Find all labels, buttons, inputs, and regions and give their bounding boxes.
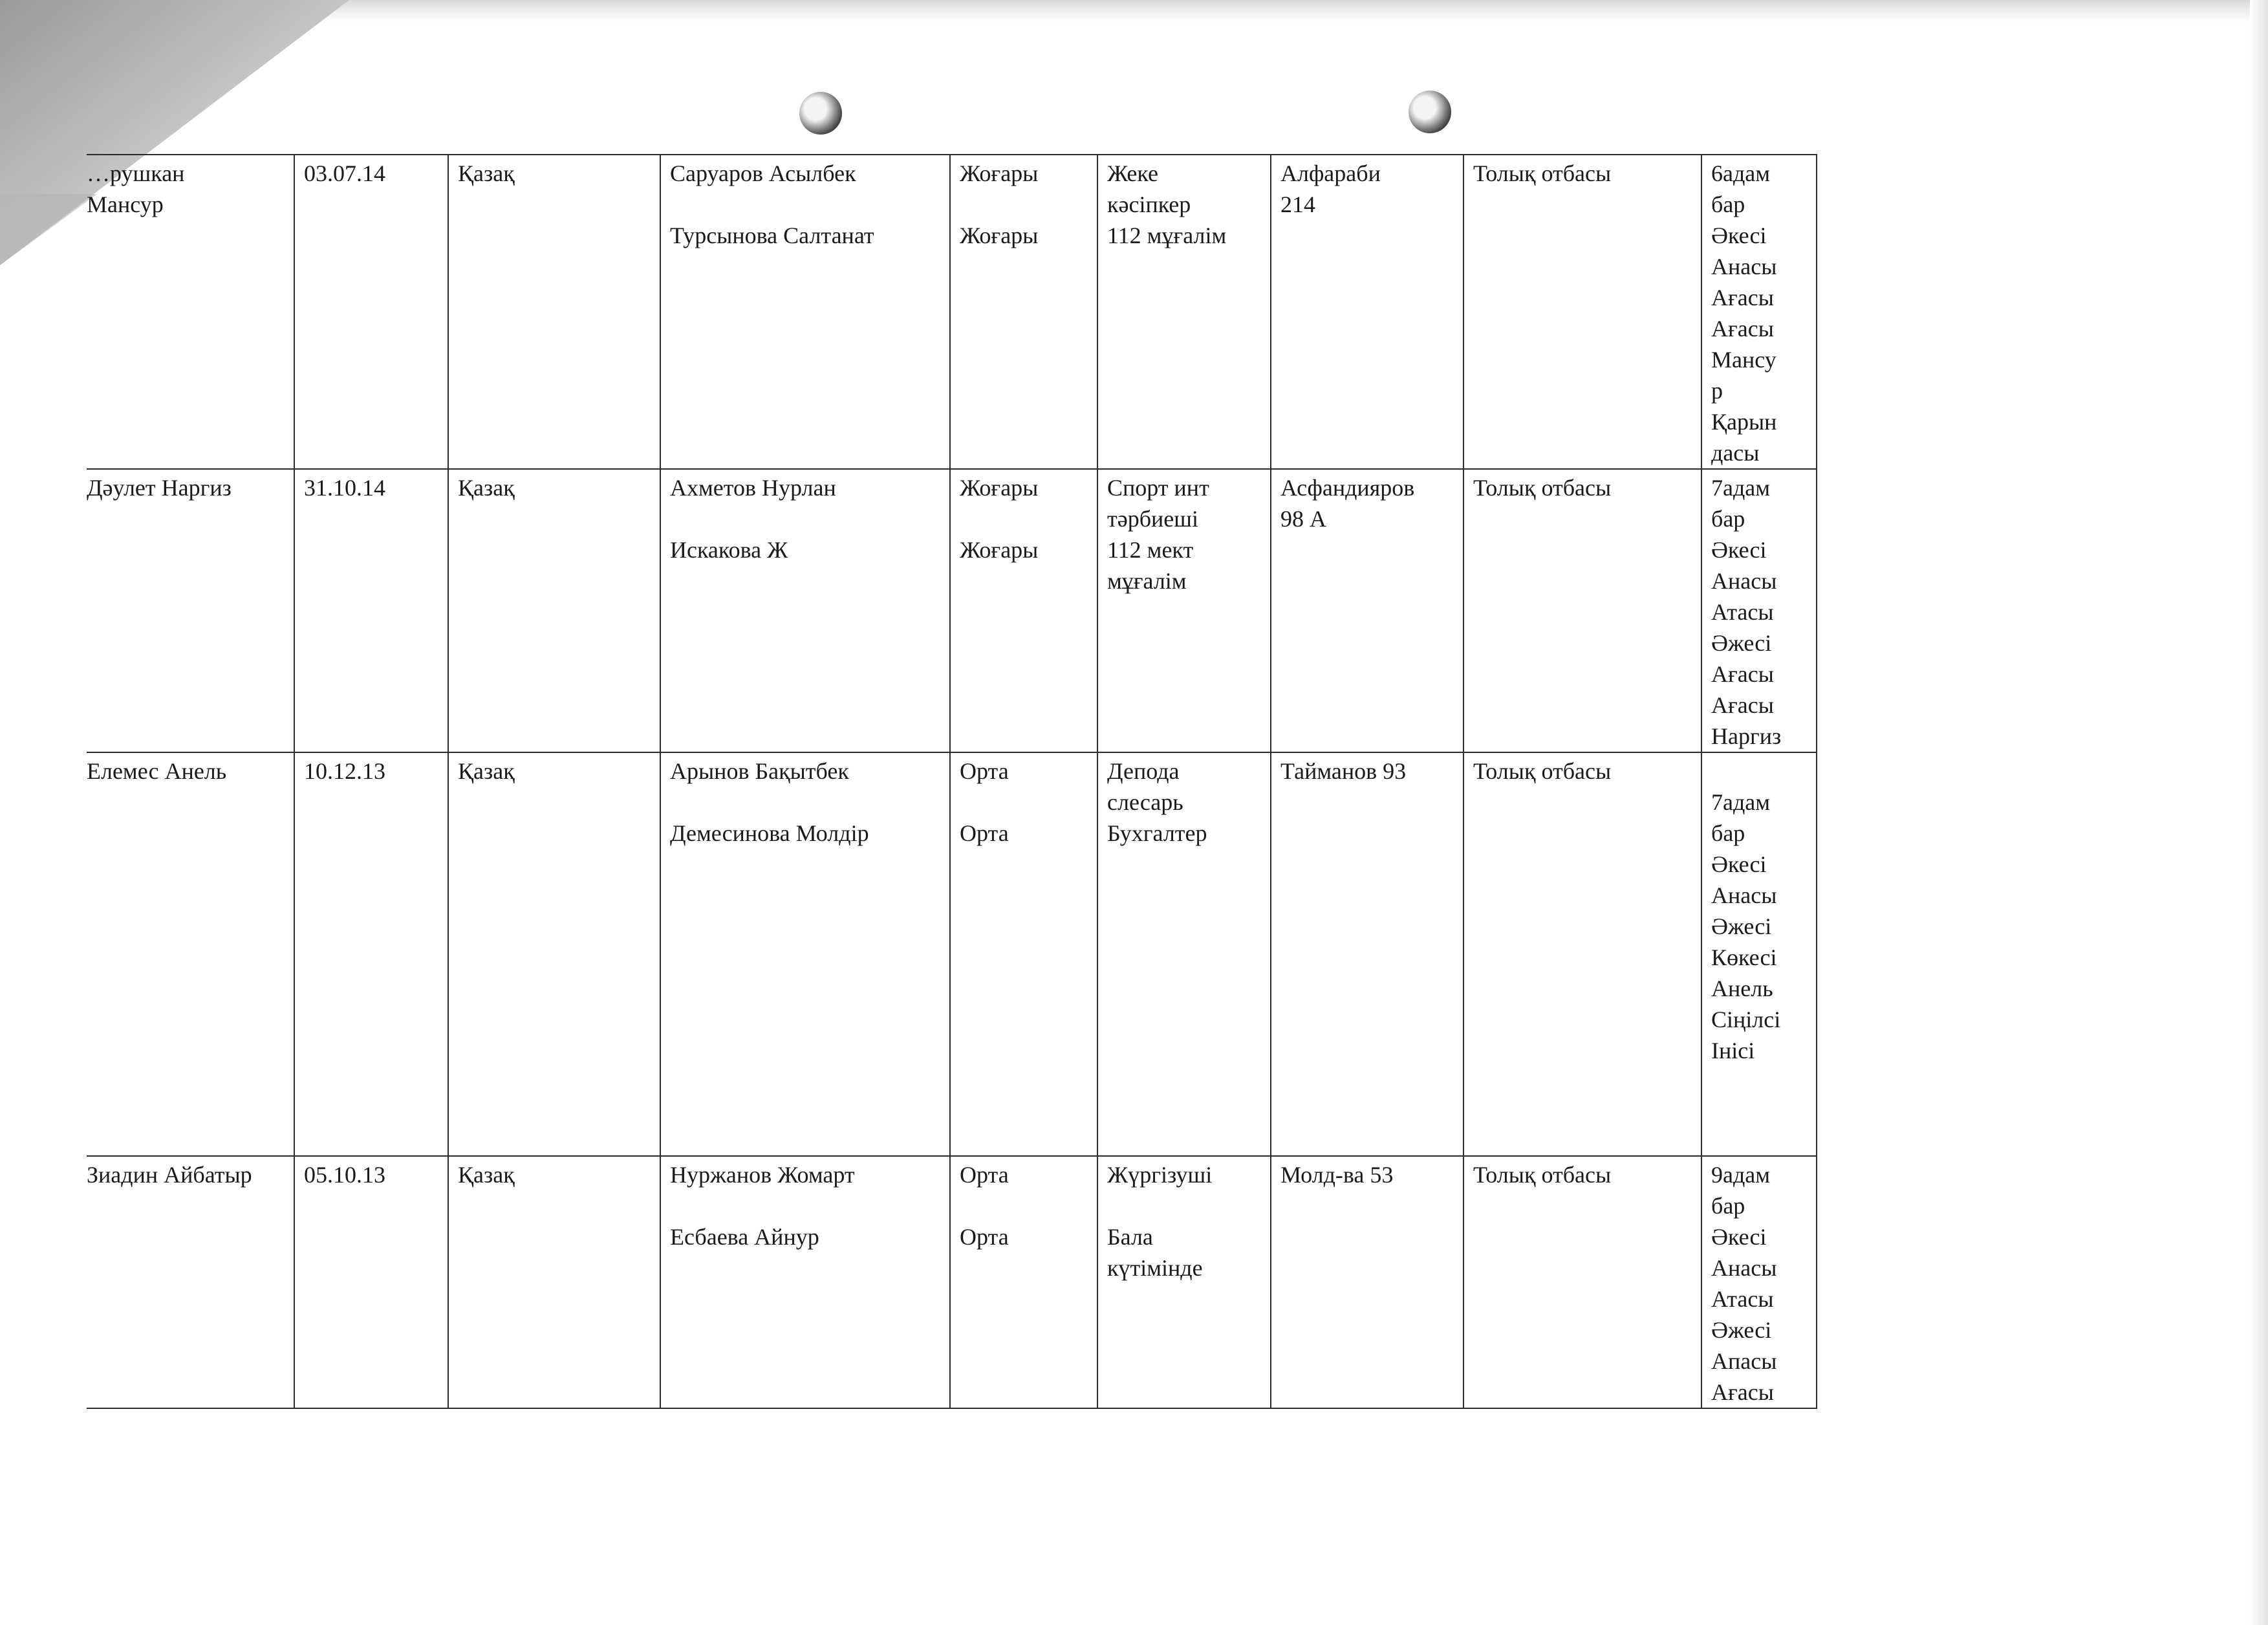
nationality: Қазақ (458, 758, 515, 784)
address-line: Молд-ва 53 (1280, 1162, 1394, 1188)
family-member-line: бар (1711, 191, 1745, 217)
child-name: Елемес Анель (87, 758, 227, 784)
family-status-cell (1463, 155, 1701, 469)
nationality: Қазақ (458, 160, 515, 186)
nationality-cell (448, 155, 660, 469)
birth-date-cell (294, 155, 448, 469)
mother-job-line: 112 мұғалім (1107, 223, 1227, 248)
birth-date-cell (294, 752, 448, 1156)
education-cell (950, 469, 1097, 752)
family-member-line: Ағасы (1711, 661, 1774, 687)
child-name-cell (87, 1156, 294, 1408)
punch-hole-right (1409, 91, 1451, 133)
family-member-line: Сіңілсі (1711, 1007, 1781, 1032)
family-member-line: Ағасы (1711, 316, 1774, 342)
family-status: Толық отбасы (1473, 475, 1612, 501)
family-member-line: Әкесі (1711, 851, 1767, 877)
student-records-table (87, 154, 1817, 1409)
mother-name: Турсынова Салтанат (670, 223, 874, 248)
family-member-line: Атасы (1711, 1286, 1774, 1312)
occupation-cell (1097, 469, 1271, 752)
child-name: Зиадин Айбатыр (87, 1162, 252, 1188)
father-name: Саруаров Асылбек (670, 160, 856, 186)
mother-job-line: күтімінде (1107, 1255, 1203, 1281)
family-status: Толық отбасы (1473, 160, 1612, 186)
birth-date: 31.10.14 (304, 475, 385, 501)
punch-hole-left (799, 92, 842, 135)
family-member-line: Наргиз (1711, 723, 1782, 749)
occupation-cell (1097, 1156, 1271, 1408)
address-line: Тайманов 93 (1280, 758, 1407, 784)
mother-job-line: 112 мект (1107, 537, 1194, 563)
page-edge-shadow (323, 0, 2268, 22)
mother-job-line: мұғалім (1107, 568, 1187, 594)
address-cell (1271, 752, 1463, 1156)
table-row (87, 469, 1817, 752)
family-members-cell (1701, 1156, 1817, 1408)
father-name: Арынов Бақытбек (670, 758, 849, 784)
family-status: Толық отбасы (1473, 758, 1612, 784)
family-status: Толық отбасы (1473, 1162, 1612, 1188)
family-member-line: Әжесі (1711, 913, 1772, 939)
nationality-cell (448, 469, 660, 752)
parents-cell (660, 752, 950, 1156)
family-members-cell (1701, 752, 1817, 1156)
family-member-line: Анасы (1711, 568, 1777, 594)
father-education: Жоғары (960, 475, 1039, 501)
family-member-line: 9адам (1711, 1162, 1771, 1188)
family-members-cell (1701, 155, 1817, 469)
birth-date: 03.07.14 (304, 160, 385, 186)
nationality: Қазақ (458, 1162, 515, 1188)
family-member-line: Апасы (1711, 1348, 1777, 1374)
table-row (87, 752, 1817, 1156)
child-name-line: Мансур (87, 191, 164, 217)
father-name: Ахметов Нурлан (670, 475, 836, 501)
family-member-line: Әкесі (1711, 223, 1767, 248)
family-member-line: 6адам (1711, 160, 1771, 186)
birth-date: 10.12.13 (304, 758, 385, 784)
family-member-line: Әкесі (1711, 537, 1767, 563)
family-member-line: бар (1711, 506, 1745, 532)
address-line: Асфандияров (1280, 475, 1415, 501)
mother-job-line: Бала (1107, 1224, 1153, 1250)
education-cell (950, 1156, 1097, 1408)
mother-education: Жоғары (960, 223, 1039, 248)
family-member-line: 7адам (1711, 789, 1771, 815)
parents-cell (660, 1156, 950, 1408)
family-member-line: Анасы (1711, 882, 1777, 908)
mother-name: Искакова Ж (670, 537, 788, 563)
father-education: Орта (960, 758, 1009, 784)
address-cell (1271, 469, 1463, 752)
address-line: Алфараби (1280, 160, 1381, 186)
parents-cell (660, 469, 950, 752)
mother-name: Демесинова Молдір (670, 820, 869, 846)
child-name: Дәулет Наргиз (87, 475, 232, 501)
father-education: Орта (960, 1162, 1009, 1188)
family-member-line: Ағасы (1711, 1379, 1774, 1405)
nationality-cell (448, 1156, 660, 1408)
father-job-line: Жүргізуші (1107, 1162, 1213, 1188)
father-job-line: Депода (1107, 758, 1180, 784)
child-name-line: …рушкан (87, 160, 185, 186)
child-name-cell (87, 469, 294, 752)
mother-education: Орта (960, 820, 1009, 846)
mother-education: Жоғары (960, 537, 1039, 563)
child-name-cell (87, 752, 294, 1156)
family-status-cell (1463, 752, 1701, 1156)
mother-name: Есбаева Айнур (670, 1224, 819, 1250)
birth-date: 05.10.13 (304, 1162, 385, 1188)
father-job-line: кәсіпкер (1107, 191, 1191, 217)
family-member-line: Анасы (1711, 254, 1777, 279)
nationality: Қазақ (458, 475, 515, 501)
education-cell (950, 752, 1097, 1156)
page-edge-shadow-right (2250, 0, 2268, 1625)
education-cell (950, 155, 1097, 469)
table-row (87, 1156, 1817, 1408)
address-cell (1271, 155, 1463, 469)
occupation-cell (1097, 155, 1271, 469)
family-member-line: Ағасы (1711, 285, 1774, 311)
mother-job-line: Бухгалтер (1107, 820, 1207, 846)
address-cell (1271, 1156, 1463, 1408)
family-member-line: дасы (1711, 440, 1760, 466)
family-member-line: Ағасы (1711, 692, 1774, 718)
child-name-cell (87, 155, 294, 469)
nationality-cell (448, 752, 660, 1156)
family-member-line: Мансу (1711, 347, 1777, 373)
family-member-line: Інісі (1711, 1038, 1755, 1063)
father-job-line: тәрбиеші (1107, 506, 1198, 532)
address-line: 98 А (1280, 506, 1326, 532)
occupation-cell (1097, 752, 1271, 1156)
family-member-line: р (1711, 378, 1723, 404)
address-line: 214 (1280, 191, 1315, 217)
parents-cell (660, 155, 950, 469)
family-member-line: Әжесі (1711, 1317, 1772, 1343)
table-row (87, 155, 1817, 469)
family-member-line: бар (1711, 820, 1745, 846)
family-member-line: Қарын (1711, 409, 1777, 435)
mother-education: Орта (960, 1224, 1009, 1250)
family-member-line: Анасы (1711, 1255, 1777, 1281)
birth-date-cell (294, 1156, 448, 1408)
family-status-cell (1463, 469, 1701, 752)
family-member-line: бар (1711, 1193, 1745, 1219)
father-job-line: Спорт инт (1107, 475, 1209, 501)
birth-date-cell (294, 469, 448, 752)
family-member-line: Анель (1711, 976, 1773, 1001)
family-member-line: Әкесі (1711, 1224, 1767, 1250)
father-job-line: Жеке (1107, 160, 1158, 186)
family-member-line: Әжесі (1711, 630, 1772, 656)
father-job-line: слесарь (1107, 789, 1183, 815)
family-member-line: Атасы (1711, 599, 1774, 625)
father-education: Жоғары (960, 160, 1039, 186)
family-members-cell (1701, 469, 1817, 752)
father-name: Нуржанов Жомарт (670, 1162, 855, 1188)
family-status-cell (1463, 1156, 1701, 1408)
family-member-line: Көкесі (1711, 944, 1777, 970)
family-member-line: 7адам (1711, 475, 1771, 501)
